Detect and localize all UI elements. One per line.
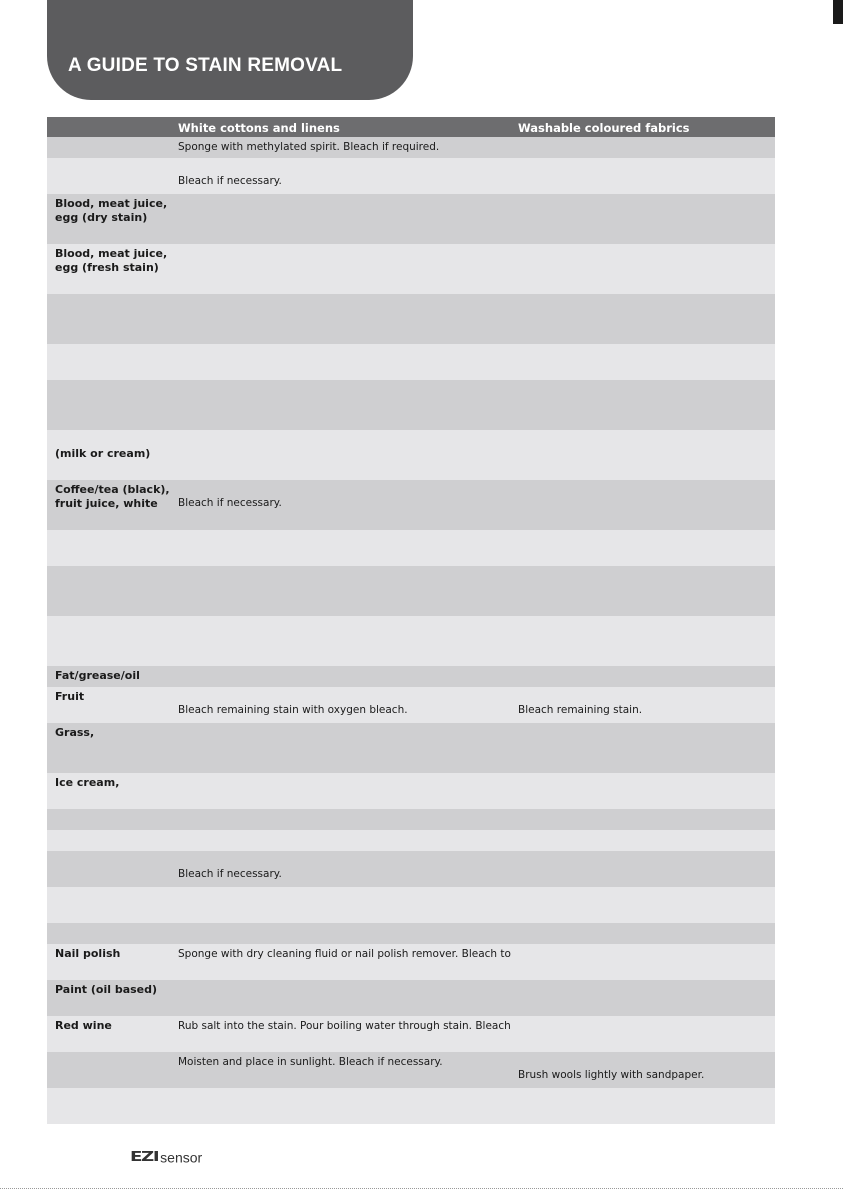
stain-name-cell: Coffee/tea (black), fruit juice, white: [55, 483, 170, 510]
white-cottons-cell: Bleach if necessary.: [178, 175, 282, 187]
stain-name-cell: Blood, meat juice, egg (dry stain): [55, 197, 168, 224]
table-row: [47, 158, 775, 194]
table-row: [47, 380, 775, 430]
white-cottons-cell: Bleach if necessary.: [178, 868, 282, 880]
table-row: [47, 923, 775, 944]
table-row: [47, 1052, 775, 1088]
table-row: [47, 666, 775, 687]
table-row: [47, 294, 775, 344]
stain-name-cell: Nail polish: [55, 947, 121, 960]
table-row: [47, 851, 775, 887]
coloured-fabrics-cell: Bleach remaining stain.: [518, 704, 643, 716]
page-edge-marker: [833, 0, 843, 24]
table-header: [47, 117, 775, 137]
white-cottons-cell: Bleach remaining stain with oxygen bleach.: [178, 704, 408, 716]
stain-name-cell: Fruit: [55, 690, 85, 703]
page-title: A GUIDE TO STAIN REMOVAL: [68, 55, 343, 76]
table-row: [47, 723, 775, 773]
stain-name-cell: Fat/grease/oil: [55, 669, 140, 682]
table-row: [47, 194, 775, 244]
stain-removal-table: [47, 117, 775, 1124]
table-row: [47, 566, 775, 616]
table-row: [47, 1016, 775, 1052]
table-row: [47, 809, 775, 830]
table-row: [47, 244, 775, 294]
white-cottons-cell: Moisten and place in sunlight. Bleach if necessary.: [178, 1056, 443, 1068]
table-row: [47, 616, 775, 666]
table-row: [47, 980, 775, 1016]
stain-name-cell: (milk or cream): [55, 447, 151, 460]
stain-name-cell: Blood, meat juice, egg (fresh stain): [55, 247, 168, 274]
table-row: [47, 344, 775, 380]
page-bottom-rule: [0, 1188, 843, 1189]
ezi-logo-mark: EZI: [130, 1150, 159, 1165]
table-row: [47, 887, 775, 923]
stain-name-cell: Paint (oil based): [55, 983, 158, 996]
table-body: [47, 137, 775, 1124]
table-row: [47, 480, 775, 530]
stain-name-cell: Red wine: [55, 1019, 112, 1032]
table-row: [47, 430, 775, 480]
white-cottons-cell: Rub salt into the stain. Pour boiling water through stain. Bleach: [178, 1020, 511, 1032]
table-row: [47, 137, 775, 158]
white-cottons-cell: Sponge with methylated spirit. Bleach if required.: [178, 141, 440, 153]
table-row: [47, 830, 775, 851]
table-row: [47, 773, 775, 809]
title-tab: [47, 0, 413, 100]
stain-name-cell: Grass,: [55, 726, 95, 739]
sensor-logo-word: sensor: [160, 1149, 203, 1166]
table-row: [47, 944, 775, 980]
table-row: [47, 1088, 775, 1124]
stain-name-cell: Ice cream,: [55, 776, 120, 789]
brand-logo: [130, 1147, 202, 1166]
white-cottons-cell: Sponge with dry cleaning fluid or nail polish remover. Bleach to: [178, 948, 511, 960]
coloured-fabrics-cell: Brush wools lightly with sandpaper.: [518, 1069, 705, 1081]
header-white-cottons: White cottons and linens: [178, 121, 340, 135]
header-coloured-fabrics: Washable coloured fabrics: [518, 121, 690, 135]
table-row: [47, 687, 775, 723]
white-cottons-cell: Bleach if necessary.: [178, 497, 282, 509]
table-row: [47, 530, 775, 566]
